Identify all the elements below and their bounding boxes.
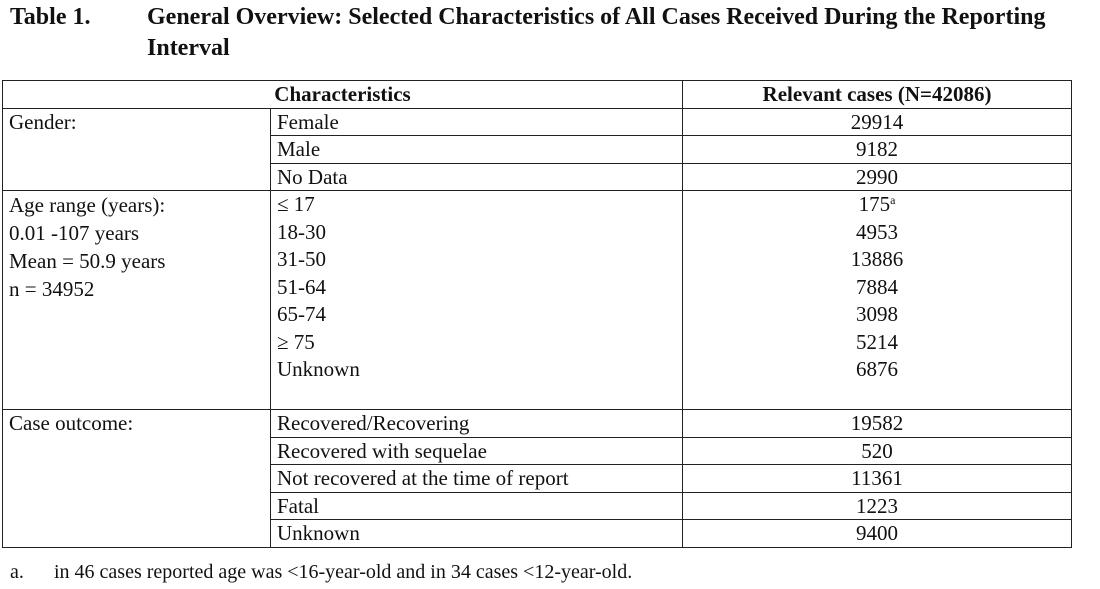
row-label: Fatal	[271, 492, 683, 520]
row-value: 4953	[856, 219, 899, 244]
row-label: Recovered/Recovering	[271, 410, 683, 438]
age-label-line: Age range (years):	[9, 193, 166, 217]
row-value: 9400	[683, 520, 1072, 548]
row-value: 5214	[856, 329, 899, 354]
row-label: Unknown	[271, 520, 683, 548]
row-label: Unknown	[277, 357, 360, 381]
characteristics-table	[2, 80, 1072, 548]
group-label-outcome: Case outcome:	[3, 410, 271, 548]
row-value: 19582	[683, 410, 1072, 438]
group-label-gender: Gender:	[3, 108, 271, 191]
age-ranges-cell	[271, 191, 683, 410]
table-number: Table 1.	[10, 4, 91, 30]
row-value: 3098	[856, 302, 899, 326]
age-label-line: n = 34952	[9, 277, 95, 301]
row-label: 51-64	[277, 274, 326, 299]
row-label: 31-50	[277, 247, 326, 271]
age-label-line: Mean = 50.9 years	[9, 249, 166, 273]
row-label: ≥ 75	[277, 329, 315, 354]
age-label-line: 0.01 -107 years	[9, 221, 140, 245]
age-values-cell	[683, 191, 1072, 410]
row-value-text: 175	[858, 192, 891, 216]
table-title: General Overview: Selected Characteristics of All Cases Received During the Reporting Interval	[147, 4, 1046, 61]
row-value: 1223	[683, 492, 1072, 520]
row-label: 18-30	[277, 219, 326, 244]
row-value: 7884	[856, 274, 899, 299]
row-value	[689, 191, 1065, 219]
row-label: 65-74	[277, 302, 326, 326]
header-row	[3, 81, 1072, 109]
row-label: Recovered with sequelae	[271, 437, 683, 465]
row-label: Not recovered at the time of report	[271, 465, 683, 493]
age-block-row	[3, 191, 1072, 410]
row-value: 11361	[683, 465, 1072, 493]
footnote-text: in 46 cases reported age was <16-year-old and in 34 cases <12-year-old.	[54, 561, 633, 583]
group-label-age	[3, 191, 271, 410]
row-label: Male	[271, 136, 683, 164]
row-label: No Data	[271, 163, 683, 191]
row-value: 13886	[850, 247, 904, 271]
header-characteristics: Characteristics	[3, 81, 683, 109]
row-value: 520	[683, 437, 1072, 465]
row-value: 2990	[683, 163, 1072, 191]
row-value: 29914	[683, 108, 1072, 136]
header-relevant-cases: Relevant cases (N=42086)	[683, 81, 1072, 109]
row-label: Female	[271, 108, 683, 136]
row-value: 9182	[683, 136, 1072, 164]
table-row	[3, 108, 1072, 136]
row-value: 6876	[856, 357, 899, 381]
footnote-marker: a	[890, 193, 896, 207]
row-label: ≤ 17	[277, 192, 315, 216]
table-row	[3, 410, 1072, 438]
footnote-mark: a.	[10, 561, 24, 583]
